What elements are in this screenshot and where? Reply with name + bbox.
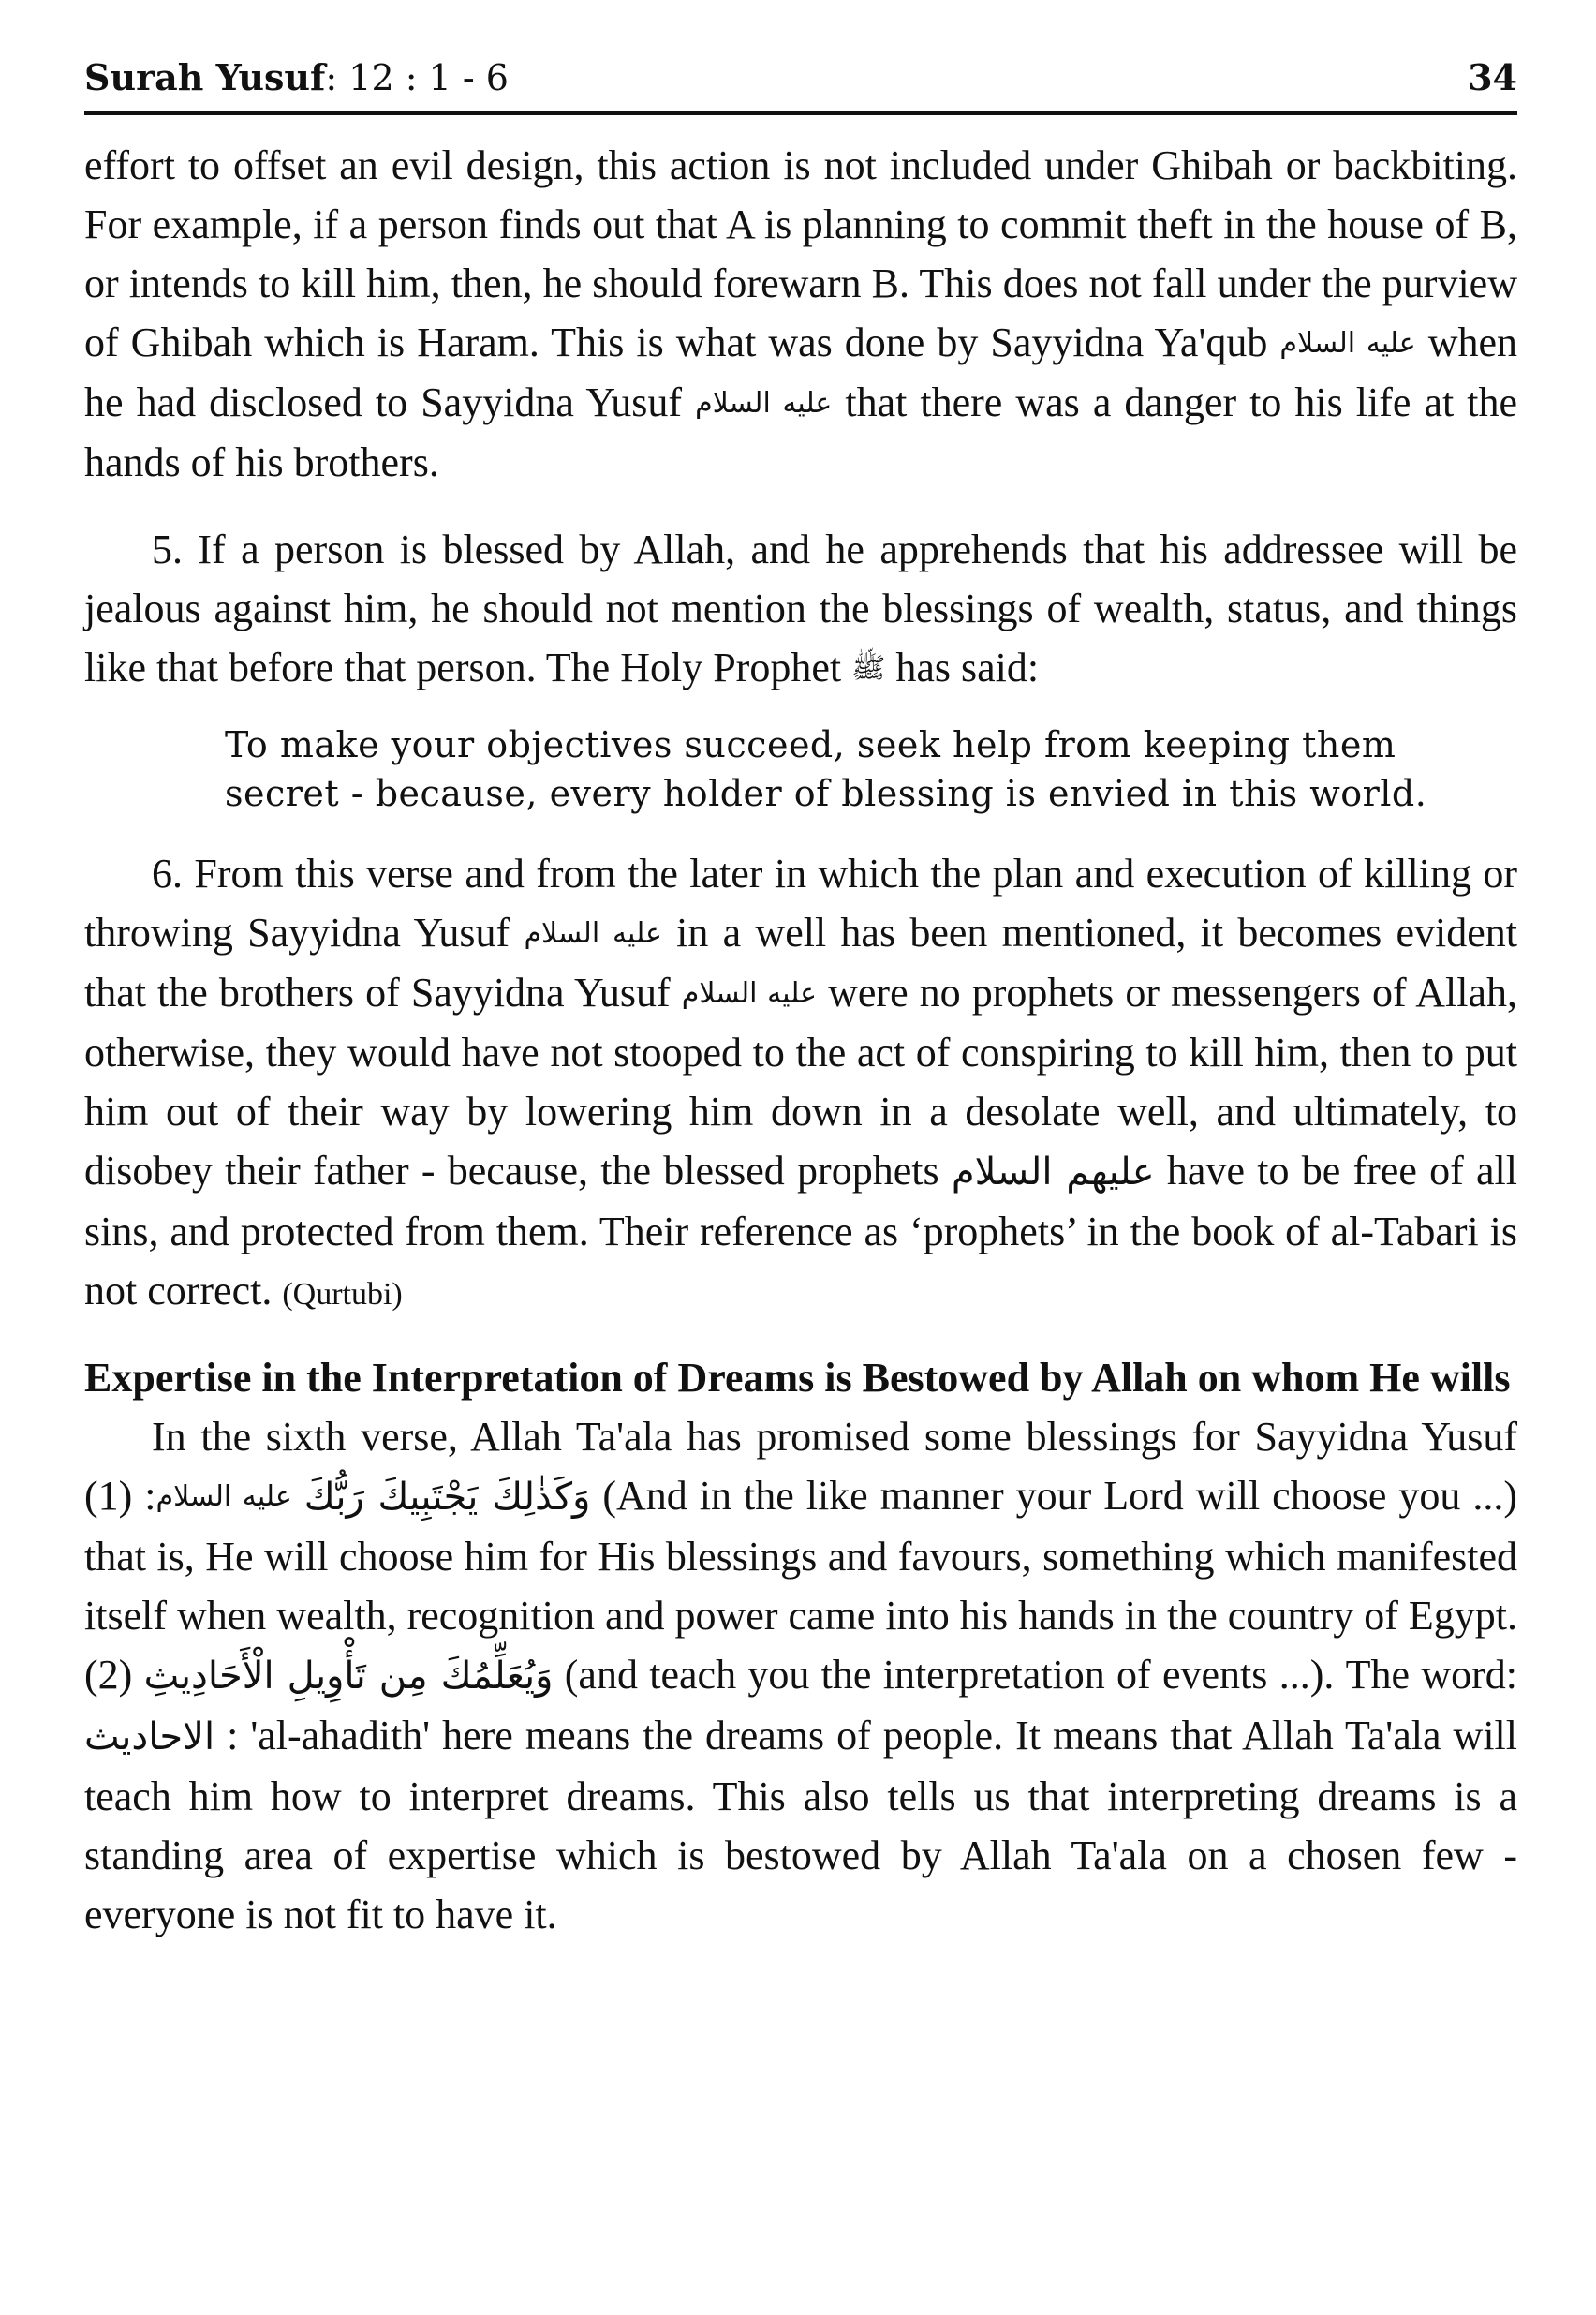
text-run: that there was a danger to his life at the hands of his brothers. (84, 379, 1517, 485)
honorific-icon: عليه السلام (524, 917, 662, 950)
text-run: have to be free of all sins, and protected from them. Their reference as ‘prophets’ in the book of al-Tabari is not correct. (84, 1148, 1517, 1313)
paragraph-point-6 (84, 844, 1517, 1324)
honorific-icon: عليه السلام (155, 1480, 292, 1513)
text-run: 6. From this verse and from the later in which the plan and execution of killing or throwing Sayyidna Yusuf (84, 851, 1517, 956)
running-header (84, 56, 1517, 115)
surah-name: Surah Yusuf (84, 56, 326, 98)
section-heading: Expertise in the Interpretation of Dreams is Bestowed by Allah on whom He wills (84, 1355, 1511, 1401)
paragraph-point-5 (84, 520, 1517, 698)
arabic-verse-excerpt: وَيُعَلِّمُكَ مِن تَأْوِيلِ الْأَحَادِيثِ (143, 1655, 554, 1698)
honorific-icon: ﷺ (851, 652, 886, 685)
text-run: when he had disclosed to Sayyidna Yusuf (84, 319, 1518, 425)
page-number: 34 (1468, 56, 1517, 98)
text-run: effort to offset an evil design, this action is not included under Ghibah or backbiting. For example, if a person finds out that A is planning to commit theft in the house of B, or intends to kill him, then, he should forewarn B. This does not fall under the purview of Ghibah which is Haram. This is what was done by Sayyidna Ya'qub (84, 142, 1517, 365)
paragraph-sixth-verse (84, 1407, 1517, 1944)
header-title (84, 56, 509, 98)
text-run: were no prophets or messengers of Allah, otherwise, they would have not stooped to the act of conspiring to kill him, then to put him out of their way by lowering him down in a desolate well, and ultimately, to disobey their father - because, the blessed prophets (84, 970, 1518, 1194)
text-run: in a well has been mentioned, it becomes evident that the brothers of Sayyidna Yusuf (84, 910, 1518, 1016)
honorific-icon: عليه السلام (681, 977, 818, 1010)
honorific-icon: عليه السلام (695, 387, 833, 420)
text-run: In the sixth verse, Allah Ta'ala has promised some blessings for Sayyidna Yusuf (152, 1414, 1517, 1460)
text-run: 5. If a person is blessed by Allah, and he apprehends that his addressee will be jealous against him, he should not mention the blessings of wealth, status, and things like that before that person. The Holy Prophet (84, 527, 1517, 690)
text-run: : (1) (84, 1473, 304, 1519)
citation: (Qurtubi) (282, 1277, 403, 1312)
hadith-quote: To make your objectives succeed, seek help from keeping them secret - because, every holder of blessing is envied in this world. (225, 724, 1427, 814)
arabic-word: الاحاديث (84, 1715, 215, 1759)
paragraph-continuation (84, 136, 1517, 492)
text-run: : 'al-ahadith' here means the dreams of people. It means that Allah Ta'ala will teach him how to interpret dreams. This also tells us that interpreting dreams is a standing area of expertise which is bestowed by Allah Ta'ala on a chosen few - everyone is not fit to have it. (84, 1713, 1517, 1937)
honorific-icon: عليه السلام (1279, 327, 1416, 360)
text-run: (and teach you the interpretation of events ...). The word: (553, 1652, 1517, 1698)
arabic-phrase: عليهم السلام (951, 1150, 1155, 1194)
page (84, 56, 1517, 1944)
text-run: has said: (885, 645, 1040, 690)
verse-range: : 12 : 1 - 6 (325, 57, 509, 98)
arabic-verse-excerpt: وَكَذٰلِكَ يَجْتَبِيكَ رَبُّكَ (303, 1476, 591, 1519)
text-run: (And in the like manner your Lord will choose you ...) that is, He will choose him for His blessings and favours, something which manifested itself when wealth, recognition and power came into his hands in the country of Egypt. (2) (84, 1473, 1517, 1698)
